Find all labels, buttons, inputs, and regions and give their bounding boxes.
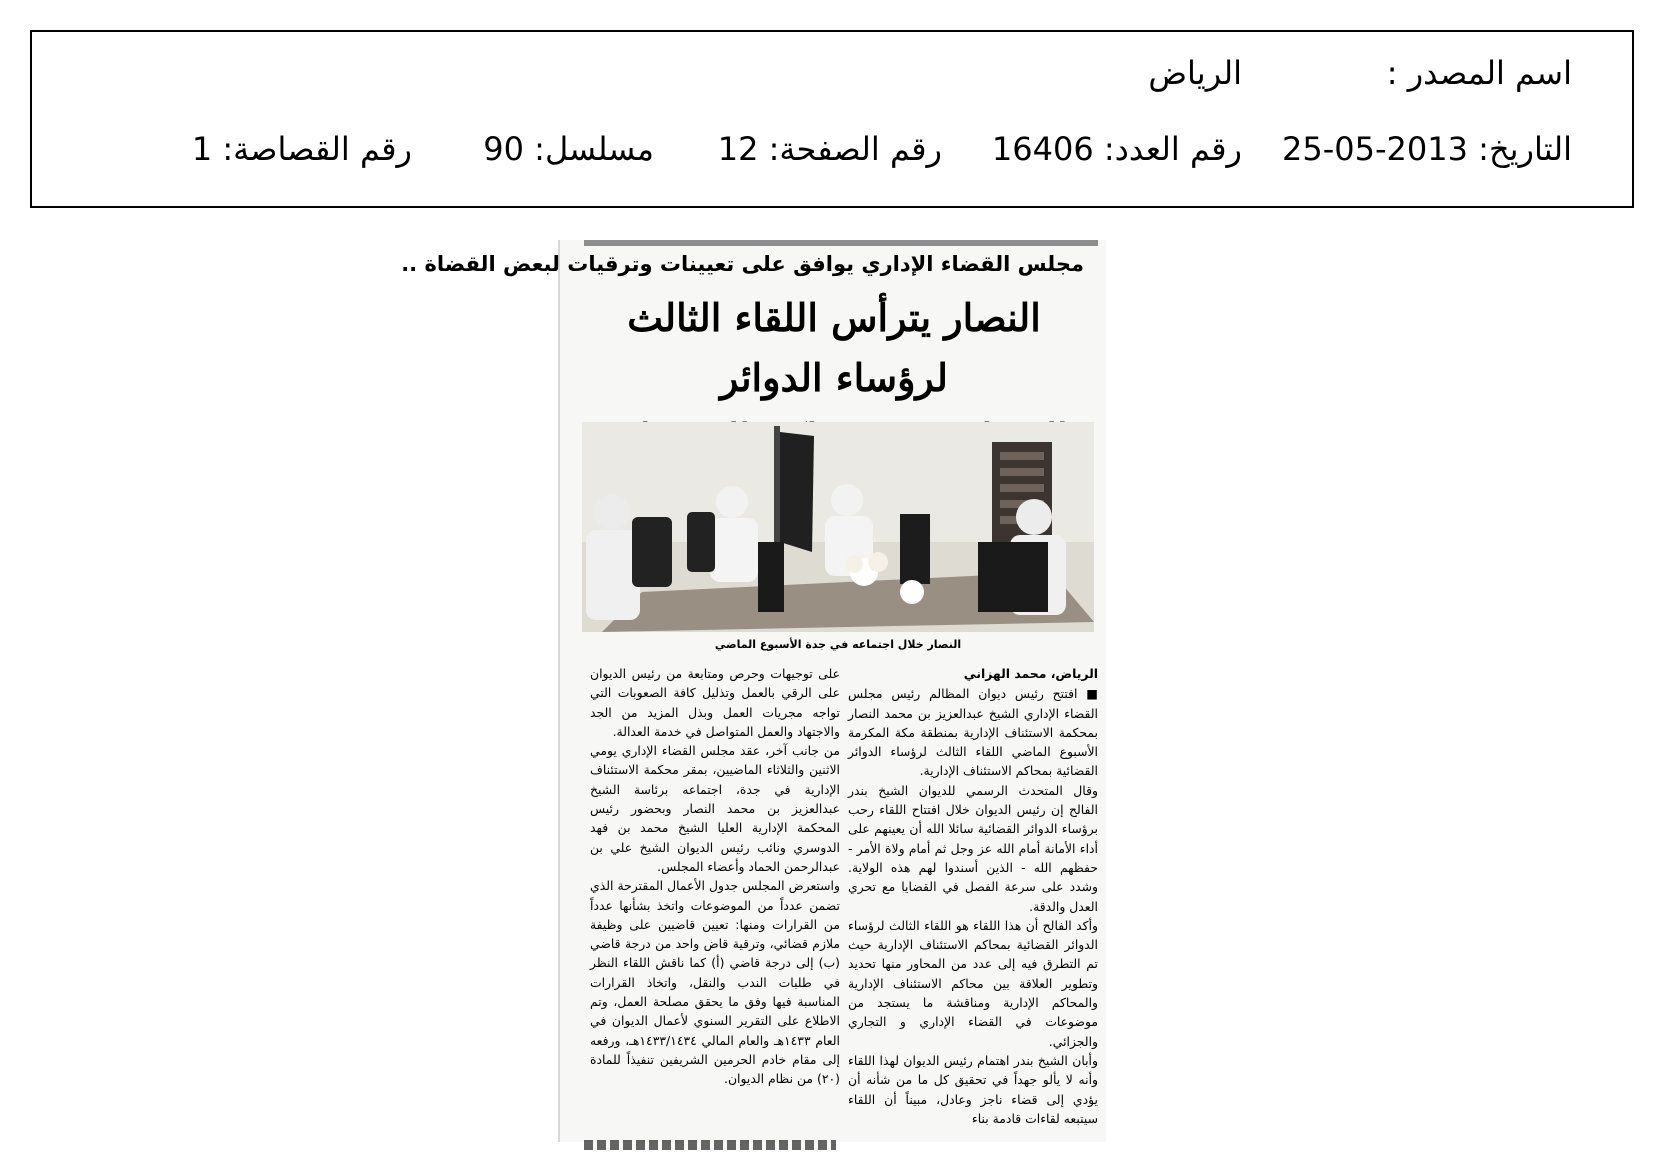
issue-label: رقم العدد: bbox=[1103, 130, 1242, 168]
paragraph: من جانب آخر، عقد مجلس القضاء الإداري يومي الاثنين والثلاثاء الماضيين، بمقر محكمة الاستئناف الإدارية في جدة، اجتماعه برئاسة الشيخ عبدالعزيز بن محمد النصار وبحضور رئيس المحكمة الإدارية العليا الشيخ محمد بن فهد الدوسري ونائب رئيس الديوان الشيخ علي بن عبدالرحمن الحماد وأعضاء المجلس. bbox=[590, 743, 840, 874]
article-byline: الرياض، محمد الهزاني bbox=[963, 666, 1098, 681]
issue-field bbox=[992, 130, 1242, 168]
article-column-right bbox=[848, 664, 1098, 1128]
source-info-box bbox=[30, 30, 1634, 208]
clip-number-field bbox=[192, 130, 412, 168]
date-label: التاريخ: bbox=[1478, 130, 1572, 168]
date-value: 2013-05-25 bbox=[1282, 130, 1468, 168]
source-row bbox=[92, 54, 1572, 98]
headline-line-1: النصار يترأس اللقاء الثالث لرؤساء الدوائر bbox=[627, 295, 1041, 400]
source-value: الرياض bbox=[1148, 54, 1242, 92]
issue-value: 16406 bbox=[991, 130, 1094, 168]
clip-number-value: 1 bbox=[191, 130, 213, 168]
date-field bbox=[1282, 130, 1572, 168]
paragraph: وقال المتحدث الرسمي للديوان الشيخ بندر الفالح إن رئيس الديوان خلال افتتاح اللقاء رحب برؤساء الدوائر القضائية سائلا الله أن يعينهم على أداء الأمانة أمام الله عز وجل ثم أمام ولاة الأمر - حفظهم الله - الذين أسندوا لهم هذه الولاية. وشدد على سرعة الفصل في القضايا مع تحري العدل والدقة. bbox=[848, 782, 1098, 914]
serial-label: مسلسل: bbox=[534, 130, 654, 168]
article-column-left bbox=[590, 664, 840, 1089]
page-label: رقم الصفحة: bbox=[768, 130, 942, 168]
photo-caption: النصار خلال اجتماعه في جدة الأسبوع الماضي bbox=[714, 638, 962, 651]
serial-field bbox=[483, 130, 654, 168]
paragraph: واستعرض المجلس جدول الأعمال المقترحة الذي تضمن عدداً من الموضوعات واتخذ بشأنها عدداً من القرارات ومنها: تعيين قاضيين على وظيفة ملازم قضائي، وترقية قاض واحد من درجة قاضي (ب) إلى درجة قاضي (أ) كما ناقش اللقاء النظر في طلبات الندب والنقل، واتخاذ القرارات المناسبة فيها وفق ما يحقق مصلحة العمل، وتم الاطلاع على التقرير السنوي لأعمال الديوان في العام ١٤٣٣هـ والعام المالي ١٤٣٣/١٤٣٤هـ، ورفعه إلى مقام خادم الحرمين الشريفين تنفيذاً للمادة (٢٠) من نظام الديوان. bbox=[590, 878, 840, 1087]
clipping-top-rule bbox=[584, 240, 1098, 246]
paragraph: على توجيهات وحرص ومتابعة من رئيس الديوان على الرقي بالعمل وتذليل كافة الصعوبات التي تواجه مجريات العمل وبذل المزيد من الجد والاجتهاد والعمل المتواصل في خدمة العدالة. bbox=[590, 666, 840, 739]
paragraph: وأبان الشيخ بندر اهتمام رئيس الديوان لهذا اللقاء وأنه لا يألو جهداً في تحقيق كل ما من شأنه أن يؤدي إلى قضاء ناجز وعادل، مبيناً أن اللقاء سيتبعه لقاءات قادمة بناء bbox=[848, 1052, 1098, 1126]
page-field bbox=[718, 130, 942, 168]
serial-value: 90 bbox=[483, 130, 524, 168]
publication-details-row bbox=[92, 130, 1572, 174]
article-kicker: مجلس القضاء الإداري يوافق على تعيينات وترقيات لبعض القضاة .. bbox=[401, 252, 1084, 276]
meeting-photo-illustration bbox=[582, 422, 1094, 632]
page-value: 12 bbox=[717, 130, 759, 168]
clip-number-label: رقم القصاصة: bbox=[222, 130, 412, 168]
newspaper-clipping bbox=[401, 240, 1106, 1142]
paragraph: ■ افتتح رئيس ديوان المظالم رئيس مجلس القضاء الإداري الشيخ عبدالعزيز بن محمد النصار بمحكمة الاستئناف الإدارية بمنطقة مكة المكرمة الأسبوع الماضي اللقاء الثالث لرؤساء الدوائر القضائية بمحاكم الاستئناف الإدارية. bbox=[848, 686, 1098, 779]
source-label: اسم المصدر : bbox=[1386, 54, 1572, 92]
meeting-photo bbox=[582, 422, 1094, 632]
next-headline-fragment bbox=[584, 1140, 836, 1150]
paragraph: وأكد الفالح أن هذا اللقاء هو اللقاء الثالث لرؤساء الدوائر القضائية بمحاكم الاستئناف الإدارية حيث تم التطرق فيه إلى عدد من المحاور منها تحديد وتطوير العلاقة بين محاكم الاستئناف الإدارية والمحاكم الإدارية ومناقشة ما يستجد من موضوعات في القضاء الإداري و التجاري والجزائي. bbox=[848, 917, 1098, 1049]
